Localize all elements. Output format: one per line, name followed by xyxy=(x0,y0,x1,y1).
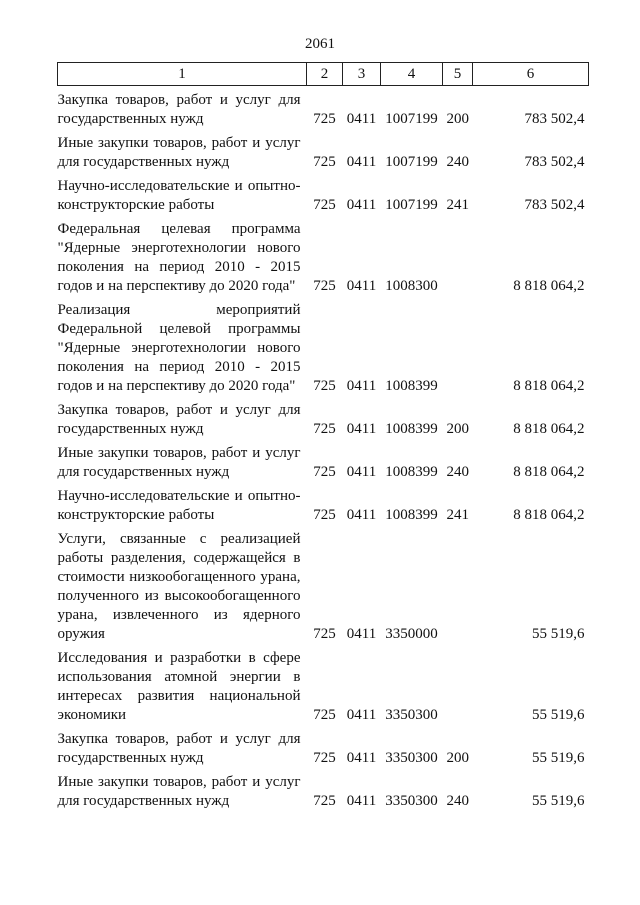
row-target-code: 3350300 xyxy=(385,750,438,766)
row-section-code: 0411 xyxy=(346,626,377,642)
row-name: Закупка товаров, работ и услуг для государственных нужд xyxy=(57,731,301,766)
row-amount: 783 502,4 xyxy=(524,111,585,127)
row-ministry-code: 725 xyxy=(313,111,336,127)
row-amount: 8 818 064,2 xyxy=(513,507,585,523)
row-expense-type: 241 xyxy=(446,507,469,523)
header-col-6: 6 xyxy=(473,63,589,86)
table-row xyxy=(58,220,589,296)
row-ministry-code: 725 xyxy=(313,507,336,523)
row-expense-type: 200 xyxy=(446,111,469,127)
header-col-1: 1 xyxy=(58,63,307,86)
row-amount: 783 502,4 xyxy=(524,197,585,213)
table-row xyxy=(58,530,589,644)
row-section-code: 0411 xyxy=(346,507,377,523)
row-ministry-code: 725 xyxy=(313,750,336,766)
row-expense-type xyxy=(443,220,473,296)
row-section-code: 0411 xyxy=(346,111,377,127)
row-amount: 55 519,6 xyxy=(532,626,585,642)
row-section-code: 0411 xyxy=(346,793,377,809)
row-target-code: 1008399 xyxy=(385,507,438,523)
table-body xyxy=(58,86,589,812)
row-name: Закупка товаров, работ и услуг для государственных нужд xyxy=(57,402,301,437)
row-target-code: 1007199 xyxy=(385,197,438,213)
page-number: 2061 xyxy=(305,36,335,52)
row-ministry-code: 725 xyxy=(313,197,336,213)
row-target-code: 1008399 xyxy=(385,464,438,480)
row-name: Федеральная целевая программа "Ядерные энерготехнологии нового поколения на период 2010 - 2015 годов и на перспективу до 2020 года" xyxy=(57,221,301,294)
row-expense-type: 240 xyxy=(446,793,469,809)
row-name: Иные закупки товаров, работ и услуг для государственных нужд xyxy=(57,774,301,809)
row-ministry-code: 725 xyxy=(313,278,336,294)
table-row xyxy=(58,301,589,396)
table-row xyxy=(58,91,589,129)
row-expense-type xyxy=(443,530,473,644)
row-name: Иные закупки товаров, работ и услуг для государственных нужд xyxy=(57,135,301,170)
row-ministry-code: 725 xyxy=(313,154,336,170)
table-row xyxy=(58,649,589,725)
row-name: Иные закупки товаров, работ и услуг для государственных нужд xyxy=(57,445,301,480)
row-expense-type: 241 xyxy=(446,197,469,213)
row-target-code: 3350300 xyxy=(385,707,438,723)
row-target-code: 3350000 xyxy=(385,626,438,642)
row-amount: 8 818 064,2 xyxy=(513,278,585,294)
row-ministry-code: 725 xyxy=(313,793,336,809)
row-section-code: 0411 xyxy=(346,278,377,294)
row-name: Исследования и разработки в сфере использования атомной энергии в интересах развития национальной экономики xyxy=(57,650,301,723)
row-ministry-code: 725 xyxy=(313,464,336,480)
row-amount: 55 519,6 xyxy=(532,750,585,766)
table-row xyxy=(58,401,589,439)
table-row xyxy=(58,444,589,482)
table-row xyxy=(58,177,589,215)
row-target-code: 1007199 xyxy=(385,111,438,127)
table-row xyxy=(58,134,589,172)
row-amount: 8 818 064,2 xyxy=(513,378,585,394)
header-col-5: 5 xyxy=(443,63,473,86)
row-amount: 55 519,6 xyxy=(532,793,585,809)
header-col-3: 3 xyxy=(343,63,381,86)
row-target-code: 1007199 xyxy=(385,154,438,170)
row-section-code: 0411 xyxy=(346,378,377,394)
row-target-code: 1008300 xyxy=(385,278,438,294)
row-section-code: 0411 xyxy=(346,464,377,480)
row-section-code: 0411 xyxy=(346,750,377,766)
row-target-code: 3350300 xyxy=(385,793,438,809)
row-name: Услуги, связанные с реализацией работы разделения, содержащейся в стоимости низкообогащенного урана, полученного из высокообогащенного урана, извлеченного из ядерного оружия xyxy=(57,531,301,642)
row-ministry-code: 725 xyxy=(313,421,336,437)
table-row xyxy=(58,487,589,525)
header-row xyxy=(58,63,589,86)
row-name: Закупка товаров, работ и услуг для государственных нужд xyxy=(57,92,301,127)
row-expense-type xyxy=(443,649,473,725)
header-col-2: 2 xyxy=(307,63,343,86)
budget-table xyxy=(57,62,589,811)
row-amount: 8 818 064,2 xyxy=(513,464,585,480)
table-row xyxy=(58,773,589,811)
row-expense-type: 240 xyxy=(446,154,469,170)
row-target-code: 1008399 xyxy=(385,421,438,437)
row-expense-type: 200 xyxy=(446,750,469,766)
row-section-code: 0411 xyxy=(346,707,377,723)
header-col-4: 4 xyxy=(381,63,443,86)
row-amount: 8 818 064,2 xyxy=(513,421,585,437)
row-ministry-code: 725 xyxy=(313,707,336,723)
row-target-code: 1008399 xyxy=(385,378,438,394)
row-amount: 783 502,4 xyxy=(524,154,585,170)
row-section-code: 0411 xyxy=(346,154,377,170)
row-expense-type xyxy=(443,301,473,396)
row-ministry-code: 725 xyxy=(313,626,336,642)
row-name: Реализация мероприятий Федеральной целевой программы "Ядерные энерготехнологии нового поколения на период 2010 - 2015 годов и на перспективу до 2020 года" xyxy=(57,302,301,394)
row-amount: 55 519,6 xyxy=(532,707,585,723)
row-expense-type: 200 xyxy=(446,421,469,437)
row-section-code: 0411 xyxy=(346,197,377,213)
row-expense-type: 240 xyxy=(446,464,469,480)
table-row xyxy=(58,730,589,768)
row-ministry-code: 725 xyxy=(313,378,336,394)
row-name: Научно-исследовательские и опытно-конструкторские работы xyxy=(57,178,301,213)
row-section-code: 0411 xyxy=(346,421,377,437)
row-name: Научно-исследовательские и опытно-конструкторские работы xyxy=(57,488,301,523)
